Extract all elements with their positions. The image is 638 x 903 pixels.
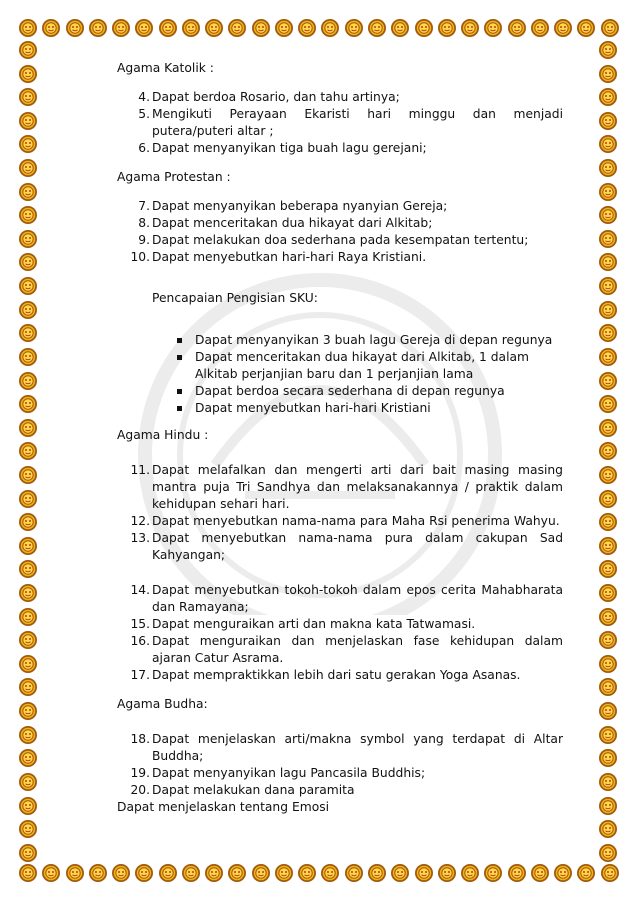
list-item: 9. Dapat melakukan doa sederhana pada kesempatan tertentu; — [138, 233, 529, 247]
heading-budha: Agama Budha: — [117, 696, 208, 711]
sun-ornament-icon — [483, 18, 503, 38]
sun-ornament-icon — [390, 18, 410, 38]
sun-ornament-icon — [598, 252, 618, 272]
closing-line: Dapat menjelaskan tentang Emosi — [117, 799, 330, 814]
sun-ornament-icon — [18, 465, 38, 485]
sun-ornament-icon — [598, 323, 618, 343]
sun-ornament-icon — [460, 18, 480, 38]
sun-ornament-icon — [598, 772, 618, 792]
sun-ornament-icon — [18, 796, 38, 816]
list-item: 8. Dapat menceritakan dua hikayat dari Alkitab; — [138, 216, 433, 230]
border-top — [18, 18, 620, 40]
sun-ornament-icon — [65, 18, 85, 38]
list-item: 20. Dapat melakukan dana paramita — [130, 782, 355, 797]
sun-ornament-icon — [367, 18, 387, 38]
sun-ornament-icon — [297, 18, 317, 38]
sun-ornament-icon — [598, 748, 618, 768]
list-item: 14. Dapat menyebutkan tokoh-tokoh dalam epos cerita Mahabharata dan Ramayana; — [130, 582, 563, 614]
sun-ornament-icon — [18, 418, 38, 438]
sun-ornament-icon — [600, 863, 620, 883]
sun-ornament-icon — [204, 18, 224, 38]
sun-ornament-icon — [598, 536, 618, 556]
list-katolik — [117, 89, 563, 157]
sun-ornament-icon — [18, 87, 38, 107]
sun-ornament-icon — [18, 489, 38, 509]
sun-ornament-icon — [18, 677, 38, 697]
sun-ornament-icon — [65, 863, 85, 883]
sun-ornament-icon — [18, 252, 38, 272]
sun-ornament-icon — [18, 559, 38, 579]
list-item: 6. Dapat menyanyikan tiga buah lagu gerejani; — [138, 141, 427, 155]
border-right — [598, 40, 620, 863]
sun-ornament-icon — [598, 725, 618, 745]
sun-ornament-icon — [18, 701, 38, 721]
list-item: 17. Dapat mempraktikkan lebih dari satu gerakan Yoga Asanas. — [130, 667, 521, 682]
sun-ornament-icon — [134, 18, 154, 38]
sun-ornament-icon — [18, 630, 38, 650]
list-item: 15. Dapat menguraikan arti dan makna kata Tatwamasi. — [130, 616, 476, 631]
sun-ornament-icon — [530, 18, 550, 38]
sun-ornament-icon — [181, 18, 201, 38]
sku-bullet: Dapat menyebutkan hari-hari Kristiani — [175, 400, 563, 417]
sun-ornament-icon — [598, 371, 618, 391]
sun-ornament-icon — [18, 134, 38, 154]
sun-ornament-icon — [598, 441, 618, 461]
border-left — [18, 40, 40, 863]
sun-ornament-icon — [18, 64, 38, 84]
list-item: 12. Dapat menyebutkan nama-nama para Maha Rsi penerima Wahyu. — [130, 513, 560, 528]
sun-ornament-icon — [507, 863, 527, 883]
sun-ornament-icon — [414, 863, 434, 883]
sun-ornament-icon — [553, 18, 573, 38]
sun-ornament-icon — [598, 677, 618, 697]
sun-ornament-icon — [18, 323, 38, 343]
list-hindu — [117, 462, 563, 564]
sun-ornament-icon — [18, 300, 38, 320]
sun-ornament-icon — [598, 418, 618, 438]
sun-ornament-icon — [227, 863, 247, 883]
sun-ornament-icon — [598, 701, 618, 721]
list-protestan — [117, 198, 563, 266]
list-item: 19. Dapat menyanyikan lagu Pancasila Buddhis; — [130, 765, 426, 780]
sun-ornament-icon — [553, 863, 573, 883]
sku-bullet: Dapat menyanyikan 3 buah lagu Gereja di depan regunya — [175, 332, 563, 349]
sun-ornament-icon — [598, 40, 618, 60]
sun-ornament-icon — [111, 863, 131, 883]
sun-ornament-icon — [598, 87, 618, 107]
sun-ornament-icon — [507, 18, 527, 38]
sun-ornament-icon — [18, 371, 38, 391]
sun-ornament-icon — [251, 863, 271, 883]
sun-ornament-icon — [600, 18, 620, 38]
sun-ornament-icon — [18, 772, 38, 792]
sun-ornament-icon — [598, 347, 618, 367]
heading-katolik: Agama Katolik : — [117, 61, 214, 75]
sun-ornament-icon — [18, 863, 38, 883]
list-item: 11. Dapat melafalkan dan mengerti arti dari bait masing masing mantra puja Tri Sandhya dan melaksanakannya / praktik dalam kehidupan sehari hari. — [130, 462, 563, 511]
sun-ornament-icon — [344, 863, 364, 883]
sun-ornament-icon — [18, 229, 38, 249]
sun-ornament-icon — [18, 441, 38, 461]
sun-ornament-icon — [41, 863, 61, 883]
document-body — [117, 60, 563, 816]
sun-ornament-icon — [576, 18, 596, 38]
heading-protestan: Agama Protestan : — [117, 170, 231, 184]
sun-ornament-icon — [18, 111, 38, 131]
sun-ornament-icon — [598, 654, 618, 674]
sun-ornament-icon — [598, 489, 618, 509]
sun-ornament-icon — [18, 819, 38, 839]
sun-ornament-icon — [18, 843, 38, 863]
sun-ornament-icon — [598, 583, 618, 603]
sun-ornament-icon — [18, 725, 38, 745]
sun-ornament-icon — [598, 182, 618, 202]
sun-ornament-icon — [598, 559, 618, 579]
sun-ornament-icon — [598, 630, 618, 650]
heading-hindu: Agama Hindu : — [117, 427, 209, 442]
sun-ornament-icon — [320, 18, 340, 38]
sun-ornament-icon — [158, 18, 178, 38]
sun-ornament-icon — [18, 394, 38, 414]
sun-ornament-icon — [437, 863, 457, 883]
sun-ornament-icon — [227, 18, 247, 38]
sun-ornament-icon — [297, 863, 317, 883]
sun-ornament-icon — [320, 863, 340, 883]
sun-ornament-icon — [344, 18, 364, 38]
sun-ornament-icon — [598, 158, 618, 178]
sun-ornament-icon — [251, 18, 271, 38]
list-item: 13. Dapat menyebutkan nama-nama pura dalam cakupan Sad Kahyangan; — [130, 530, 563, 562]
sun-ornament-icon — [18, 347, 38, 367]
sku-title: Pencapaian Pengisian SKU: — [152, 291, 318, 306]
sun-ornament-icon — [134, 863, 154, 883]
list-hindu-continued — [117, 582, 563, 684]
sun-ornament-icon — [18, 18, 38, 38]
list-item: 18. Dapat menjelaskan arti/makna symbol yang terdapat di Altar Buddha; — [130, 731, 563, 763]
list-item: 5. Mengikuti Perayaan Ekaristi hari minggu dan menjadi putera/puteri altar ; — [138, 107, 563, 138]
sun-ornament-icon — [598, 843, 618, 863]
sun-ornament-icon — [598, 607, 618, 627]
sun-ornament-icon — [598, 465, 618, 485]
sku-list — [117, 332, 563, 417]
sun-ornament-icon — [18, 748, 38, 768]
sun-ornament-icon — [18, 654, 38, 674]
sun-ornament-icon — [181, 863, 201, 883]
sun-ornament-icon — [598, 300, 618, 320]
sun-ornament-icon — [598, 796, 618, 816]
sun-ornament-icon — [88, 18, 108, 38]
sun-ornament-icon — [598, 205, 618, 225]
sun-ornament-icon — [274, 863, 294, 883]
sun-ornament-icon — [598, 819, 618, 839]
sun-ornament-icon — [41, 18, 61, 38]
sun-ornament-icon — [158, 863, 178, 883]
list-item: 10. Dapat menyebutkan hari-hari Raya Kristiani. — [130, 250, 427, 264]
sun-ornament-icon — [598, 229, 618, 249]
sun-ornament-icon — [204, 863, 224, 883]
list-item: 4. Dapat berdoa Rosario, dan tahu artinya; — [138, 90, 400, 104]
sun-ornament-icon — [414, 18, 434, 38]
sun-ornament-icon — [111, 18, 131, 38]
sun-ornament-icon — [530, 863, 550, 883]
sun-ornament-icon — [18, 158, 38, 178]
sun-ornament-icon — [598, 512, 618, 532]
sun-ornament-icon — [483, 863, 503, 883]
sun-ornament-icon — [88, 863, 108, 883]
sun-ornament-icon — [18, 512, 38, 532]
sun-ornament-icon — [598, 276, 618, 296]
sun-ornament-icon — [598, 111, 618, 131]
list-item: 16. Dapat menguraikan dan menjelaskan fase kehidupan dalam ajaran Catur Asrama. — [130, 633, 563, 665]
sku-bullet: Dapat menceritakan dua hikayat dari Alkitab, 1 dalam Alkitab perjanjian baru dan 1 perjanjian lama — [175, 349, 563, 383]
sun-ornament-icon — [18, 182, 38, 202]
sun-ornament-icon — [437, 18, 457, 38]
sun-ornament-icon — [18, 205, 38, 225]
sun-ornament-icon — [18, 40, 38, 60]
sun-ornament-icon — [18, 536, 38, 556]
sun-ornament-icon — [390, 863, 410, 883]
sun-ornament-icon — [367, 863, 387, 883]
sun-ornament-icon — [18, 276, 38, 296]
border-bottom — [18, 863, 620, 885]
sun-ornament-icon — [274, 18, 294, 38]
sun-ornament-icon — [598, 64, 618, 84]
list-budha — [117, 731, 563, 799]
sun-ornament-icon — [598, 134, 618, 154]
sun-ornament-icon — [18, 583, 38, 603]
sun-ornament-icon — [18, 607, 38, 627]
sku-bullet: Dapat berdoa secara sederhana di depan regunya — [175, 383, 563, 400]
sun-ornament-icon — [460, 863, 480, 883]
sun-ornament-icon — [598, 394, 618, 414]
sun-ornament-icon — [576, 863, 596, 883]
list-item: 7. Dapat menyanyikan beberapa nyanyian Gereja; — [138, 199, 448, 213]
